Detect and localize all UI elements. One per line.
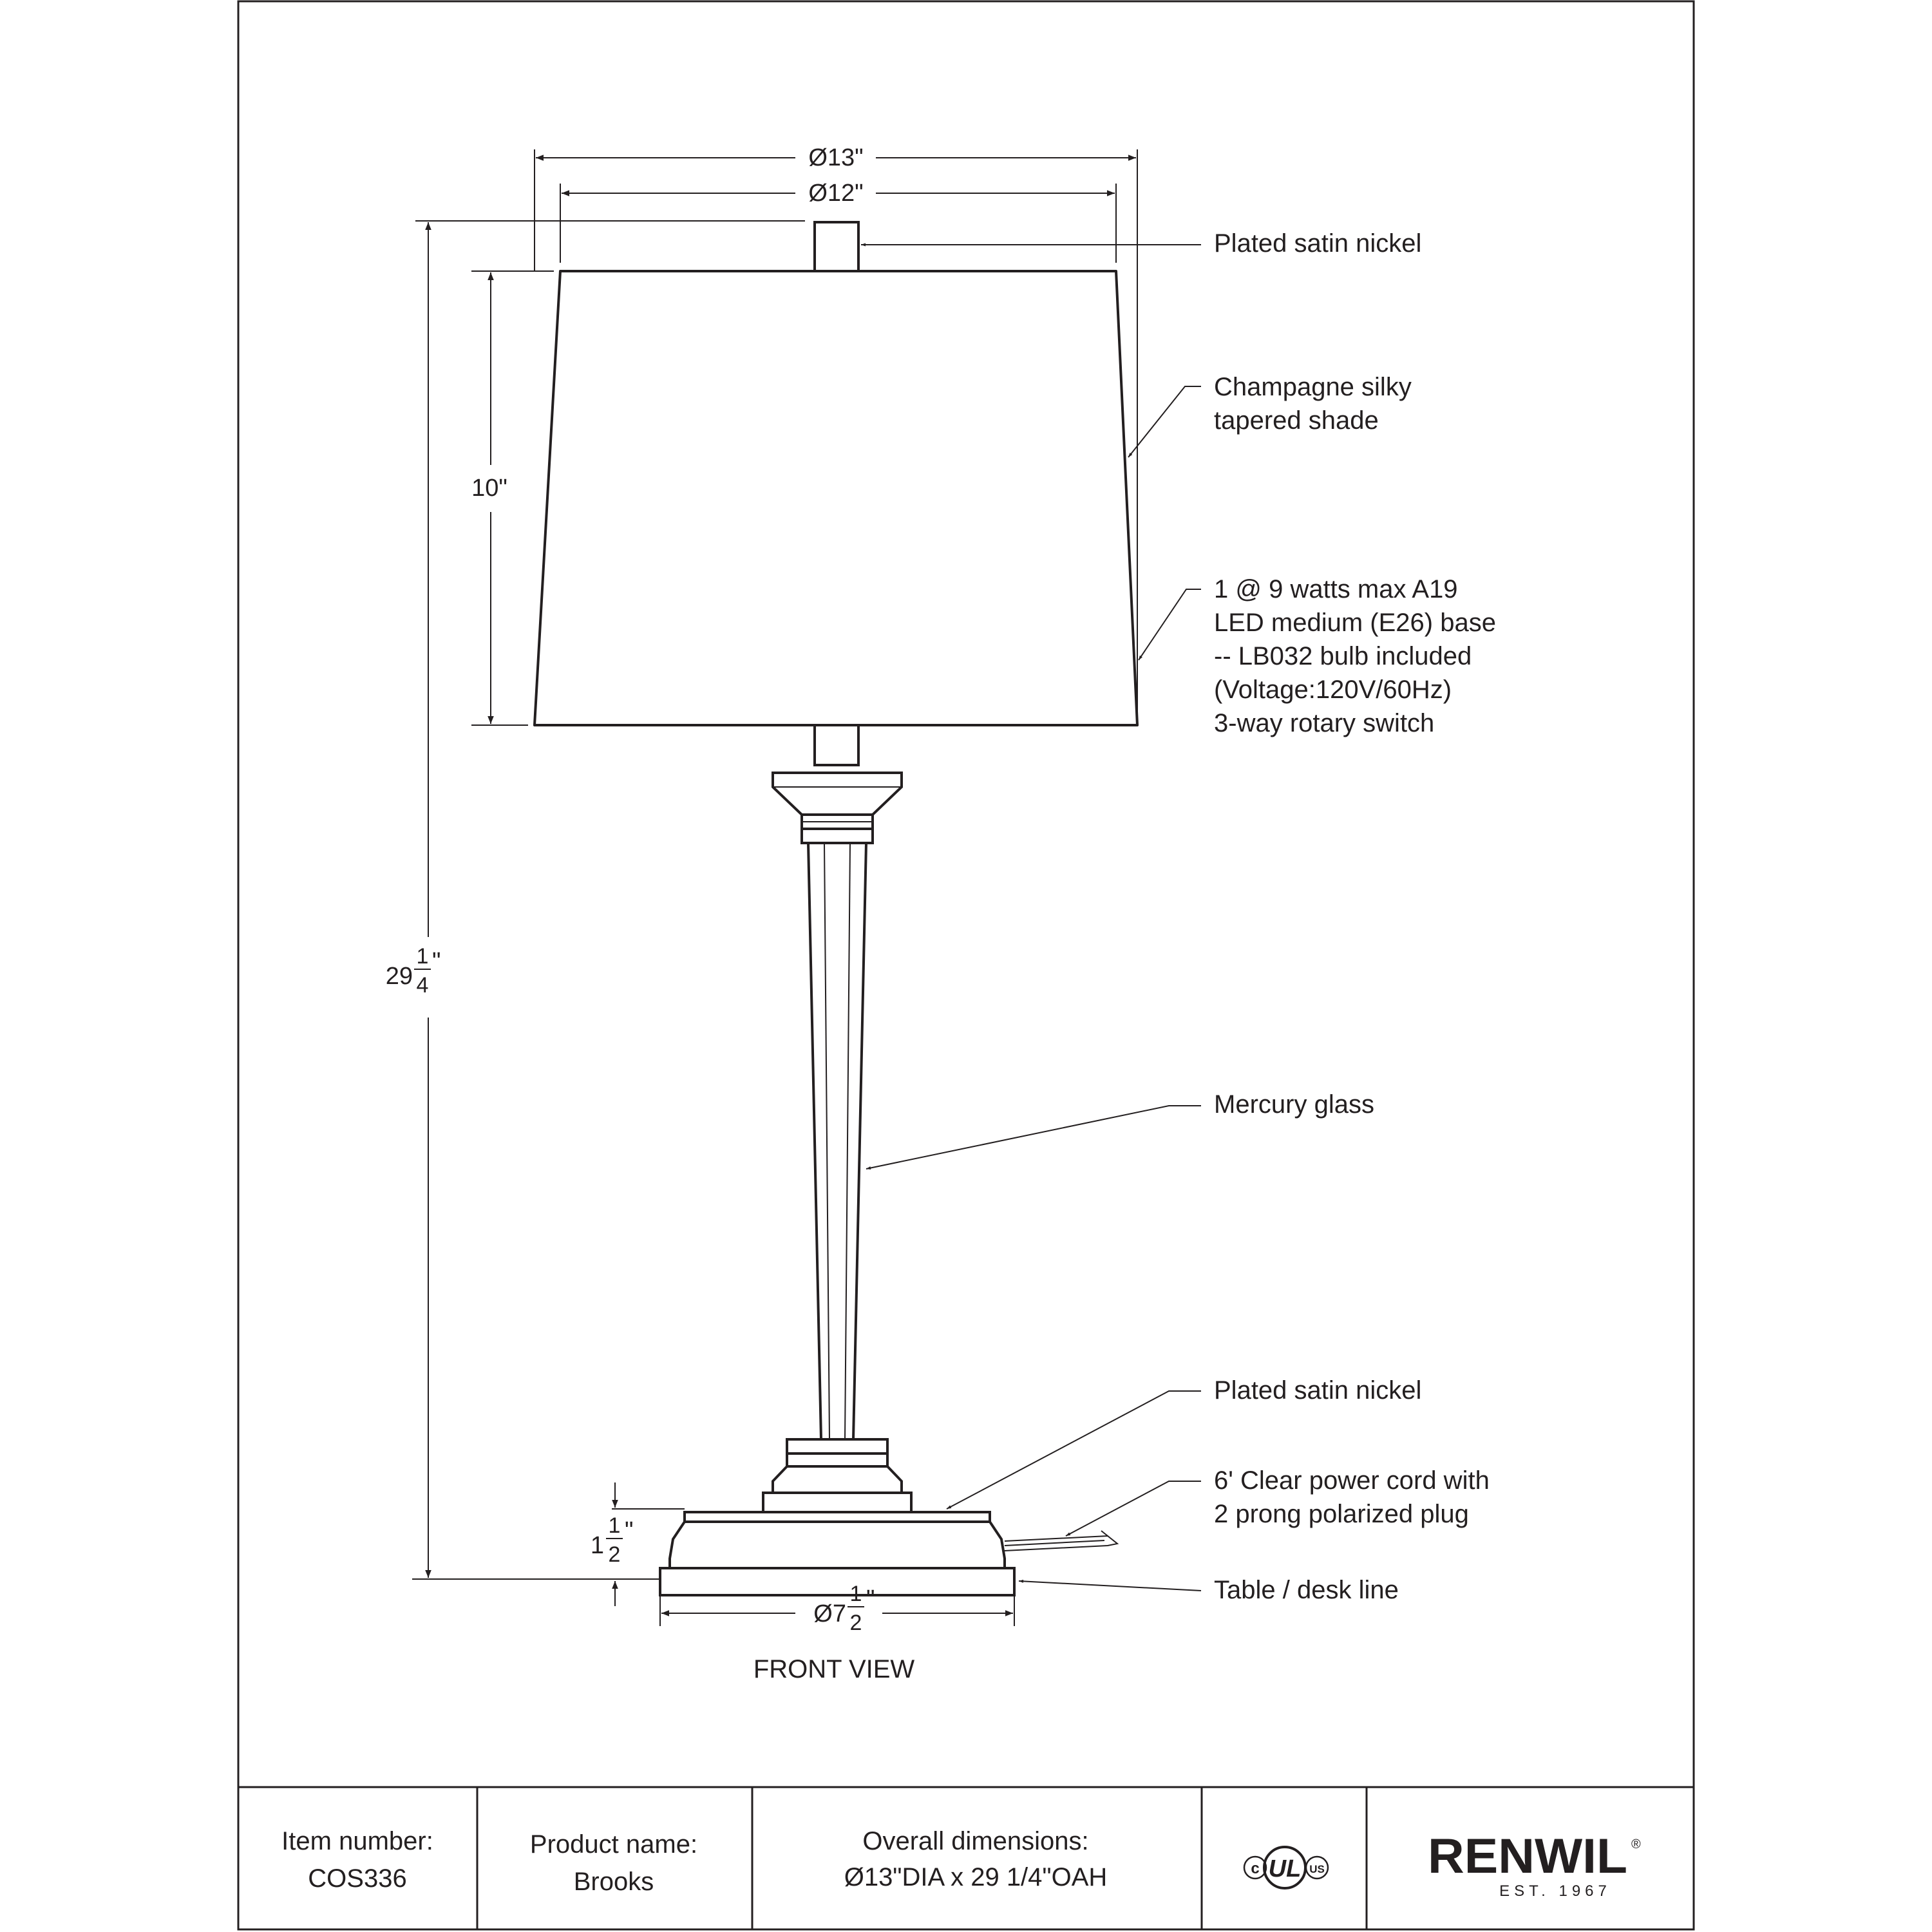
callout-bulb-line4: (Voltage:120V/60Hz) [1214, 676, 1452, 704]
mercury-glass-column [808, 843, 866, 1439]
finial [815, 222, 858, 271]
callout-shade-line1: Champagne silky [1214, 373, 1412, 401]
dim-overall-height-unit: " [432, 948, 441, 975]
product-name-value: Brooks [573, 1868, 654, 1896]
callout-bulb-line3: -- LB032 bulb included [1214, 642, 1472, 670]
dim-shade-top-dia: Ø13" [808, 144, 864, 171]
dim-shade-height: 10" [471, 475, 507, 502]
svg-text:US: US [1309, 1863, 1325, 1875]
item-number-label: Item number: [281, 1827, 433, 1855]
callout-bulb-line1: 1 @ 9 watts max A19 [1214, 575, 1458, 603]
callout-table-line: Table / desk line [1214, 1576, 1399, 1604]
overall-dimensions-label: Overall dimensions: [862, 1827, 1089, 1855]
dim-overall-height-whole: 29 [385, 963, 413, 990]
renwil-logo [1428, 1829, 1641, 1900]
dim-base-height-unit: " [625, 1517, 634, 1544]
svg-text:EST. 1967: EST. 1967 [1499, 1882, 1611, 1900]
dim-base-height-num: 1 [608, 1513, 621, 1538]
callouts [861, 229, 1496, 1604]
callout-shade-line2: tapered shade [1214, 406, 1379, 435]
callout-cord-line2: 2 prong polarized plug [1214, 1500, 1469, 1528]
svg-text:®: ® [1631, 1837, 1641, 1852]
lamp-shade [535, 271, 1137, 725]
column-bottom-collar [773, 1466, 902, 1493]
lamp-neck [815, 725, 858, 765]
dim-shade-bottom-dia: Ø12" [808, 180, 864, 207]
callout-bulb-line2: LED medium (E26) base [1214, 609, 1496, 637]
product-name-label: Product name: [529, 1830, 698, 1859]
dim-base-dia-den: 2 [849, 1611, 862, 1635]
power-cord [1005, 1531, 1117, 1551]
dim-base-dia-whole: Ø7 [813, 1600, 846, 1627]
dim-overall-height-num: 1 [416, 944, 429, 969]
dim-overall-height-den: 4 [416, 973, 429, 998]
dim-base-dia-unit: " [866, 1586, 875, 1613]
overall-dimensions-value: Ø13"DIA x 29 1/4"OAH [844, 1863, 1108, 1891]
dimension-lines [386, 144, 1137, 1635]
column-top-cap [773, 773, 902, 815]
svg-text:UL: UL [1268, 1855, 1302, 1882]
callout-bulb-line5: 3-way rotary switch [1214, 709, 1435, 737]
lamp-drawing [535, 222, 1137, 1595]
svg-text:c: c [1251, 1860, 1260, 1877]
callout-column: Mercury glass [1214, 1090, 1374, 1119]
callout-base-finish: Plated satin nickel [1214, 1376, 1422, 1405]
lamp-base [660, 1512, 1014, 1595]
dim-base-dia-num: 1 [849, 1582, 862, 1606]
callout-cord-line1: 6' Clear power cord with [1214, 1466, 1490, 1495]
view-label: FRONT VIEW [753, 1655, 915, 1683]
dim-base-height-whole: 1 [590, 1532, 604, 1559]
item-number-value: COS336 [308, 1864, 407, 1893]
sheet-border [238, 1, 1694, 1929]
callout-finial: Plated satin nickel [1214, 229, 1422, 258]
cul-us-certification-icon [1244, 1847, 1328, 1888]
svg-text:RENWIL: RENWIL [1428, 1829, 1627, 1884]
dim-base-height-den: 2 [608, 1542, 621, 1567]
title-block [238, 1787, 1694, 1929]
